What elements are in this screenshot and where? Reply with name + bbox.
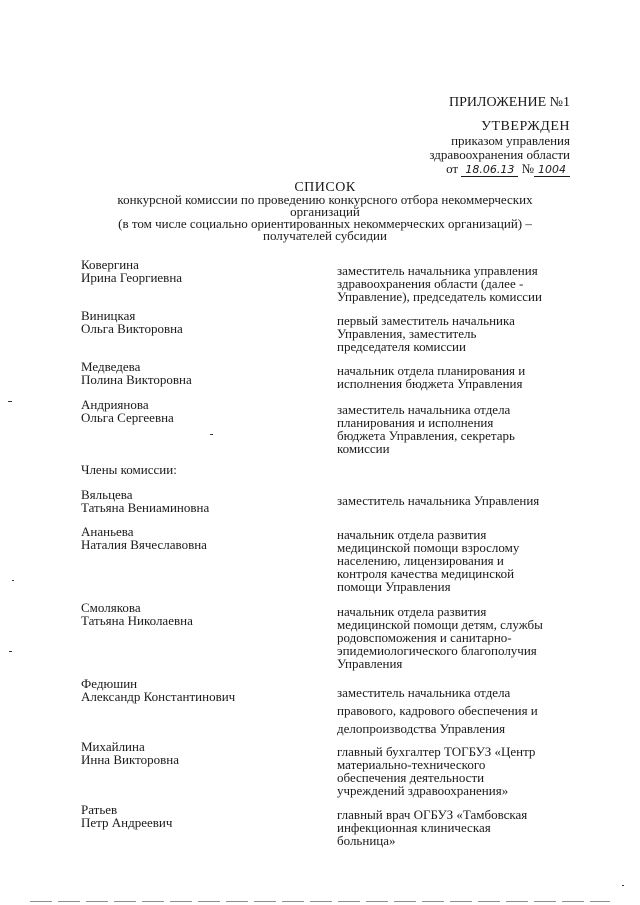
member-name xyxy=(81,677,321,703)
member-given-name: Татьяна Николаевна xyxy=(81,613,193,628)
title-line-3: (в том числе социально ориентированных некоммерческих организаций) – xyxy=(118,216,532,231)
role-line: председателя комиссии xyxy=(337,339,466,354)
member-name xyxy=(81,398,321,424)
scan-speck xyxy=(8,401,12,402)
member-role xyxy=(337,808,577,847)
order-number: 1004 xyxy=(534,164,570,177)
member-surname: Смолякова xyxy=(81,600,141,615)
member-given-name: Полина Викторовна xyxy=(81,372,192,387)
member-role xyxy=(337,528,577,593)
member-given-name: Ольга Викторовна xyxy=(81,321,183,336)
role-line: делопроизводства Управления xyxy=(337,721,506,736)
member-surname: Виницкая xyxy=(81,308,136,323)
member-given-name: Татьяна Вениаминовна xyxy=(81,500,210,515)
role-line: населению, лицензирования и xyxy=(337,553,504,568)
member-surname: Михайлина xyxy=(81,739,145,754)
role-line: комиссии xyxy=(337,441,390,456)
role-line: эпидемиологического благополучия xyxy=(337,643,537,658)
member-surname: Ананьева xyxy=(81,524,134,539)
member-name xyxy=(81,601,321,627)
order-line-1: приказом управления xyxy=(451,133,570,148)
role-line: обеспечения деятельности xyxy=(337,770,485,785)
role-line: бюджета Управления, секретарь xyxy=(337,428,515,443)
member-surname: Медведева xyxy=(81,359,141,374)
title-line-1: конкурсной комиссии по проведению конкурсного отбора некоммерческих xyxy=(117,192,533,207)
member-role xyxy=(337,684,577,738)
member-given-name: Ольга Сергеевна xyxy=(81,410,174,425)
approved-label: УТВЕРЖДЕН xyxy=(481,119,570,134)
member-given-name: Наталия Вячеславовна xyxy=(81,537,207,552)
role-line: первый заместитель начальника xyxy=(337,313,515,328)
role-line: заместитель начальника Управления xyxy=(337,493,540,508)
role-line: Управление), председатель комиссии xyxy=(337,289,542,304)
order-date-line xyxy=(429,162,570,177)
role-line: начальник отдела развития xyxy=(337,604,487,619)
role-line: инфекционная клиническая xyxy=(337,820,491,835)
number-prefix: № xyxy=(521,161,534,176)
member-role xyxy=(337,314,577,353)
member-surname: Ковергина xyxy=(81,257,139,272)
member-given-name: Инна Викторовна xyxy=(81,752,179,767)
role-line: контроля качества медицинской xyxy=(337,566,515,581)
scan-speck xyxy=(9,651,12,652)
title-line-4: получателей субсидии xyxy=(263,228,387,243)
member-surname: Вяльцева xyxy=(81,487,133,502)
scan-speck xyxy=(210,434,213,435)
role-line: заместитель начальника управления xyxy=(337,263,538,278)
scan-speck xyxy=(622,885,624,886)
approval-block xyxy=(429,120,570,177)
member-role xyxy=(337,745,577,797)
role-line: планирования и исполнения xyxy=(337,415,494,430)
member-given-name: Петр Андреевич xyxy=(81,815,173,830)
role-line: начальник отдела планирования и xyxy=(337,363,526,378)
member-name xyxy=(81,360,321,386)
scan-speck xyxy=(12,580,14,581)
member-given-name: Александр Константинович xyxy=(81,689,236,704)
member-name xyxy=(81,525,321,551)
date-prefix: от xyxy=(446,161,459,176)
role-line: материально-технического xyxy=(337,757,486,772)
role-line: Управления xyxy=(337,656,403,671)
role-line: заместитель начальника отдела xyxy=(337,402,511,417)
order-date: 18.06.13 xyxy=(461,164,518,177)
title-main: СПИСОК xyxy=(294,180,356,195)
order-line-2: здравоохранения области xyxy=(429,147,570,162)
member-surname: Федюшин xyxy=(81,676,138,691)
document-title xyxy=(80,182,570,242)
member-name xyxy=(81,740,321,766)
member-role xyxy=(337,264,577,303)
member-name xyxy=(81,258,321,284)
role-line: правового, кадрового обеспечения и xyxy=(337,703,538,718)
member-given-name: Ирина Георгиевна xyxy=(81,270,183,285)
member-name xyxy=(81,309,321,335)
role-line: медицинской помощи взрослому xyxy=(337,540,520,555)
title-line-2: организаций xyxy=(290,204,360,219)
role-line: Управления, заместитель xyxy=(337,326,477,341)
member-name xyxy=(81,488,321,514)
role-line: главный бухгалтер ТОГБУЗ «Центр xyxy=(337,744,536,759)
member-role xyxy=(337,403,577,455)
member-surname: Андриянова xyxy=(81,397,149,412)
role-line: начальник отдела развития xyxy=(337,527,487,542)
role-line: помощи Управления xyxy=(337,579,451,594)
role-line: главный врач ОГБУЗ «Тамбовская xyxy=(337,807,528,822)
member-name xyxy=(81,803,321,829)
member-role xyxy=(337,494,577,507)
role-line: исполнения бюджета Управления xyxy=(337,376,523,391)
role-line: медицинской помощи детям, службы xyxy=(337,617,543,632)
role-line: больница» xyxy=(337,833,396,848)
appendix-label: ПРИЛОЖЕНИЕ №1 xyxy=(449,95,570,110)
role-line: учреждений здравоохранения» xyxy=(337,783,509,798)
role-line: здравоохранения области (далее - xyxy=(337,276,524,291)
member-role xyxy=(337,605,577,670)
role-line: заместитель начальника отдела xyxy=(337,685,511,700)
scan-edge xyxy=(30,901,610,902)
members-section-label: Члены комиссии: xyxy=(81,462,177,477)
role-line: родовспоможения и санитарно- xyxy=(337,630,512,645)
member-surname: Ратьев xyxy=(81,802,118,817)
member-role xyxy=(337,364,577,390)
